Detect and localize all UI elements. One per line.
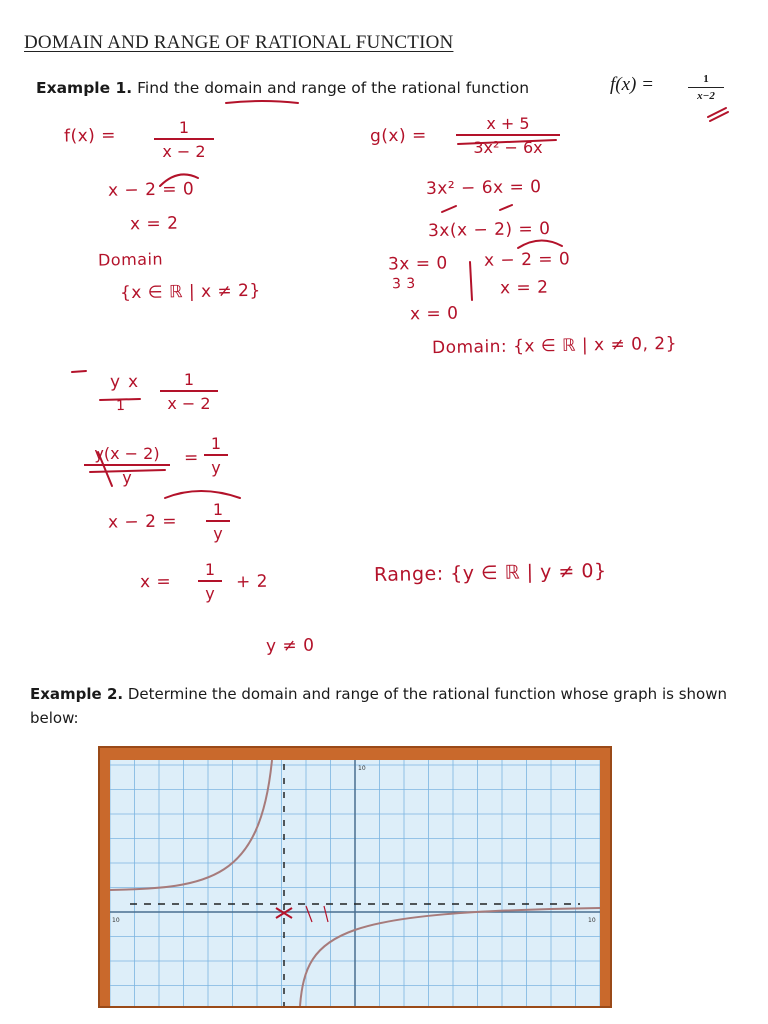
fraction-numerator: 1 [703, 73, 709, 85]
g-numerator: x + 5 [486, 114, 530, 133]
example-1-text-a: Find the [137, 79, 205, 97]
range-dash [72, 371, 86, 372]
example-2-prompt [30, 682, 730, 730]
range-fraction-4 [206, 500, 230, 543]
domain-set-left: {x ∈ ℝ | x ≠ 2} [119, 280, 261, 304]
tick-b [500, 205, 512, 210]
right-eq3a: 3x = 0 [387, 253, 448, 275]
range-f1-num: 1 [183, 370, 195, 389]
range-f1-bar [160, 390, 218, 392]
x-max-label: 10 [588, 917, 596, 924]
y-max-label: 10 [358, 765, 366, 772]
range-f5-num: 1 [204, 560, 216, 579]
range-f4-den: y [213, 524, 223, 543]
range-f1-den: x − 2 [167, 394, 211, 413]
g-lhs: g(x) = [369, 125, 427, 147]
example-1-text-b: and range of the rational function [262, 79, 530, 97]
range-eq-sign: = [183, 447, 199, 469]
range-f2-num: y(x − 2) [94, 444, 160, 463]
page-title: DOMAIN AND RANGE OF RATIONAL FUNCTION [24, 32, 454, 53]
range-f4-num: 1 [212, 500, 224, 519]
example-1-underlined-word: domain [204, 79, 263, 97]
domain-label: Domain [97, 249, 164, 270]
range-one: 1 [115, 397, 126, 415]
range-plus-two: + 2 [235, 571, 269, 593]
f-bar [154, 138, 214, 140]
range-f2-den: y [122, 468, 132, 487]
graph-canvas [110, 760, 600, 1006]
right-eq3b: x − 2 = 0 [483, 249, 571, 271]
x-min-label: 10 [112, 917, 120, 924]
f-lhs: f(x) = [63, 125, 117, 147]
right-eq4a: x = 0 [409, 303, 459, 325]
range-fraction-3 [204, 434, 228, 477]
f-numerator: 1 [178, 118, 190, 137]
check-mark-fraction [708, 108, 728, 121]
right-eq3a-divisor: 3 3 [391, 275, 416, 293]
fraction-denominator: x−2 [697, 90, 715, 102]
range-set: Range: {y ∈ ℝ | y ≠ 0} [373, 559, 607, 587]
underline-domain [226, 101, 298, 103]
range-fraction-2 [84, 444, 170, 487]
range-f4-bar [206, 520, 230, 522]
example-2-text: Determine the domain and range of the rational function whose graph is shown below: [30, 685, 727, 727]
range-y-not-zero: y ≠ 0 [265, 635, 315, 657]
f-denominator: x − 2 [162, 142, 206, 161]
range-f3-num: 1 [210, 434, 222, 453]
range-f5-bar [198, 580, 222, 582]
example-2-label: Example 2. [30, 685, 124, 703]
right-eq4b: x = 2 [499, 277, 549, 299]
right-eq1: 3x² − 6x = 0 [425, 176, 542, 200]
function-graph [98, 746, 612, 1008]
range-y: y [109, 371, 121, 393]
range-f5-den: y [205, 584, 215, 603]
arc-right-eq [518, 240, 562, 248]
left-eq2: x = 2 [129, 213, 179, 235]
g-fraction [456, 114, 560, 157]
arc-range [165, 491, 240, 498]
range-fraction-5 [198, 560, 222, 603]
example-1-label: Example 1. [36, 79, 133, 97]
function-notation: f(x) = [610, 74, 654, 95]
range-x: x [127, 371, 139, 393]
divider-right [470, 262, 472, 300]
domain-set-right: Domain: {x ∈ ℝ | x ≠ 0, 2} [431, 333, 678, 359]
range-f2-bar [84, 464, 170, 466]
range-eq4: x = [139, 571, 172, 593]
f-fraction [154, 118, 214, 161]
range-f3-bar [204, 454, 228, 456]
range-eq3: x − 2 = [107, 511, 178, 533]
g-bar [456, 134, 560, 136]
range-fraction-1 [160, 370, 218, 413]
range-f3-den: y [211, 458, 221, 477]
left-eq1: x − 2 = 0 [107, 179, 195, 201]
g-denominator: 3x² − 6x [473, 138, 543, 157]
right-eq2: 3x(x − 2) = 0 [427, 218, 551, 242]
tick-a [442, 206, 456, 212]
